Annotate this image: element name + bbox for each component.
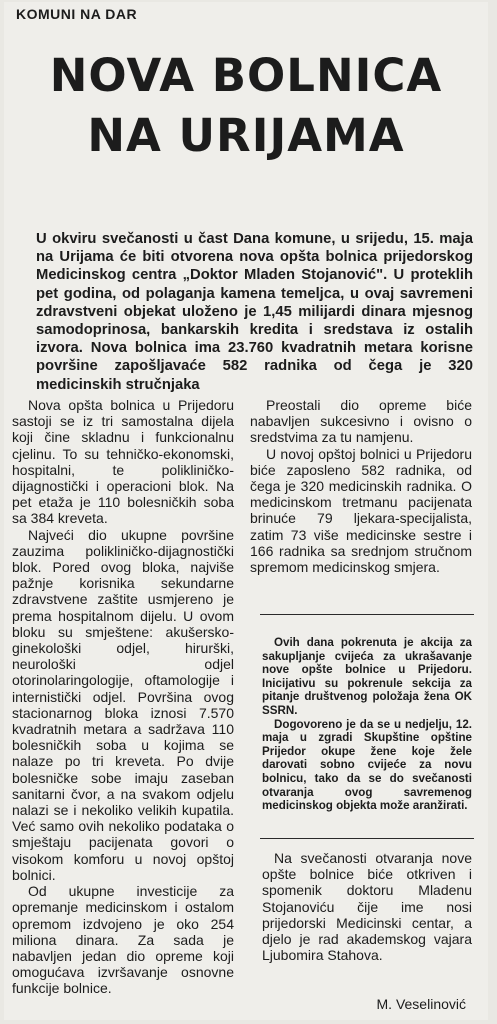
box1-paragraph-2: Dogovoreno je da se u nedjelju, 12. maja u zgradi Skupštine opštine Prijedor okupe žene koje žele darovati sobno cvijeće za novu bolnicu, tako da se do svečanosti otvaranja ovog savremenog medicinskog objekta može aranžirati.: [262, 717, 472, 813]
newspaper-clipping: [4, 2, 488, 1020]
headline-line-1: NOVA BOLNICA: [49, 49, 443, 102]
flower-campaign-box: [262, 636, 472, 813]
right-paragraph-1: Preostali dio opreme biće nabavljen sukcesivno i ovisno o sredstvima za tu namjenu.: [250, 397, 472, 446]
headline-line-2: NA URIJAMA: [87, 109, 405, 162]
left-paragraph-3: Od ukupne investicije za opremanje medicinskom i ostalom opremom izdvojeno je oko 254 miliona dinara. Za sada je nabavljen jedan dio opreme koji omogućava izvršavanje osnovne funkcije bolnice.: [12, 883, 234, 997]
left-paragraph-2: Najveći dio ukupne površine zauzima polikliničko-dijagnostički blok. Pored ovog bloka, najviše pažnje korisnika sekundarne zdravstvene zaštite usmjereno je prema hospitalnom dijelu. U ovom bloku su smještene: akušersko-ginekološki odjel, hirurški, neurološki odjel otorinolaringologije, oftamologije i internistički odjel. Površina ovog stacionarnog bloka iznosi 7.570 kvadratnih metara a sadržava 110 bolesničkih soba u kojima se nalaze po tri kreveta. Po dvije bolesničke sobe imaju zaseban sanitarni čvor, a na svakom odjelu nalazi se i nekoliko velikih kupatila. Već samo ovih nekoliko podataka o smještaju pacijenata govori o visokom komforu u novoj opštoj bolnici.: [12, 526, 234, 883]
divider-rule-2: [260, 838, 474, 839]
right-column: [250, 397, 472, 575]
left-paragraph-1: Nova opšta bolnica u Prijedoru sastoji se iz tri samostalna dijela koji čine skladnu i funkcionalnu cjelinu. To su tehničko-ekonomski, hospitalni, te polikliničko-dijagnostički i operacioni blok. Na pet etaža je 110 bolesničkih soba sa 384 kreveta.: [12, 397, 234, 527]
lead-paragraph: U okviru svečanosti u čast Dana komune, u srijedu, 15. maja na Urijama će biti otvorena nova opšta bolnica prijedorskog Medicinskog centra „Doktor Mladen Stojanović". U proteklih pet godina, od polaganja kamena temeljca, u ovaj savremeni zdravstveni objekat uloženo je 1,45 milijardi dinara mjesnog samodoprinosa, bankarskih kredita i sredstava iz ostalih izvora. Nova bolnica ima 23.760 kvadratnih metara korisne površine zapošljavaće 582 radnika od čega je 320 medicinskih stručnjaka: [36, 231, 473, 393]
section-rubric: KOMUNI NA DAR: [16, 6, 138, 22]
divider-rule-1: [260, 614, 474, 615]
right-paragraph-2: U novoj opštoj bolnici u Prijedoru biće zaposleno 582 radnika, od čega je 320 medicinskih radnika. O medicinskom tretmanu pacijenata brinuće 79 ljekara-specijalista, zatim 73 više medicinske sestre i 166 radnika sa srednjom stručnom spremom medicinskog smjera.: [250, 445, 472, 576]
box2-paragraph-1: Na svečanosti otvaranja nove opšte bolnice biće otkriven i spomenik doktoru Mladenu Stojanoviću čije ime nosi prijedorski Medicinski centar, a djelo je rad akademskog vajara Ljubomira Stahova.: [262, 850, 472, 964]
left-column: [12, 397, 234, 997]
headline: [4, 46, 488, 166]
author-byline: M. Veselinović: [376, 996, 466, 1012]
box1-paragraph-1: Ovih dana pokrenuta je akcija za sakupljanje cvijeća za ukrašavanje nove opšte bolnice u Prijedoru. Inicijativu su pokrenule sekcija za pitanje društvenog položaja žena OK SSRN.: [262, 636, 472, 717]
monument-box: [262, 850, 472, 963]
